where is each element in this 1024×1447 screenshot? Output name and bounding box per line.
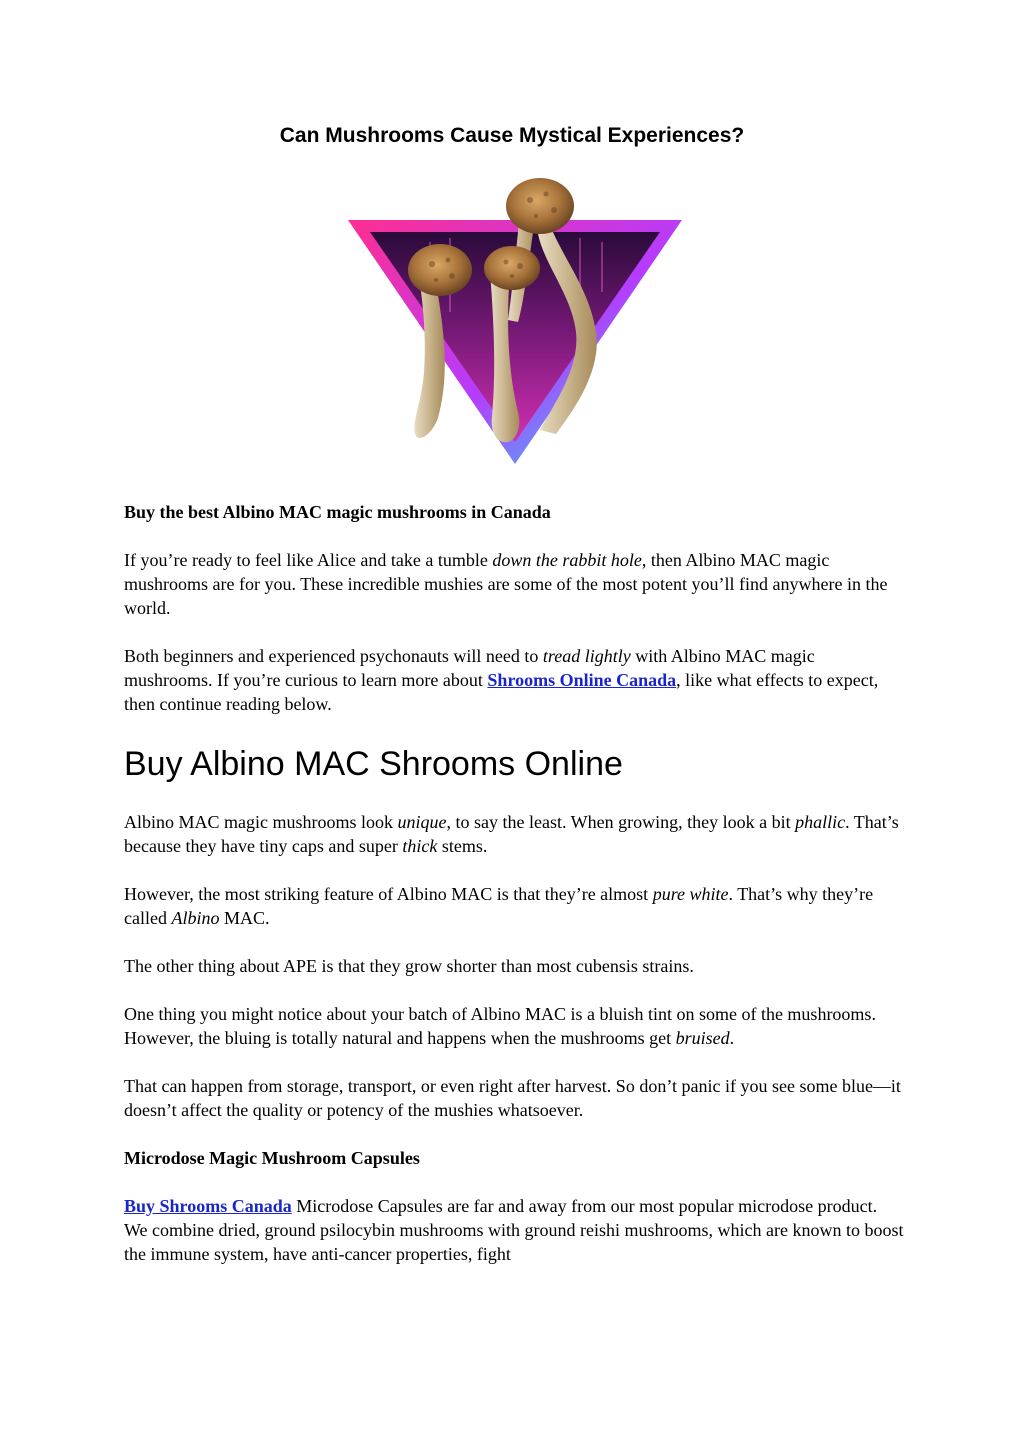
paragraph: Buy Shrooms Canada Microdose Capsules are far and away from our most popular microdose product. We combine dried, ground psilocybin mushrooms with ground reishi mushrooms, which are known to boost the immune system, have anti-cancer properties, fight [124,1196,904,1264]
article-body [124,500,904,1290]
section-subheading: Buy the best Albino MAC magic mushrooms in Canada [124,502,551,522]
mushroom-cap-left [408,244,472,296]
mushroom-cap-middle [484,246,540,290]
paragraph: That can happen from storage, transport, or even right after harvest. So don’t panic if you see some blue—it doesn’t affect the quality or potency of the mushies whatsoever. [124,1076,901,1120]
mushroom-hero-image [340,172,685,472]
section-subheading: Microdose Magic Mushroom Capsules [124,1148,420,1168]
paragraph: One thing you might notice about your batch of Albino MAC is a bluish tint on some of the mushrooms. However, the bluing is totally natural and happens when the mushrooms get bruised. [124,1004,876,1048]
paragraph: Albino MAC magic mushrooms look unique, to say the least. When growing, they look a bit phallic. That’s because they have tiny caps and super thick stems. [124,812,899,856]
paragraph: However, the most striking feature of Albino MAC is that they’re almost pure white. That’s why they’re called Albino MAC. [124,884,874,928]
buy-shrooms-canada-link[interactable]: Buy Shrooms Canada [124,1196,292,1216]
paragraph: Both beginners and experienced psychonauts will need to tread lightly with Albino MAC magic mushrooms. If you’re curious to learn more about Shrooms Online Canada, like what effects to expect, then continue reading below. [124,646,879,714]
paragraph: If you’re ready to feel like Alice and take a tumble down the rabbit hole, then Albino MAC magic mushrooms are for you. These incredible mushies are some of the most potent you’ll find anywhere in the world. [124,550,888,618]
page-title: Can Mushrooms Cause Mystical Experiences? [279,124,745,147]
paragraph: The other thing about APE is that they grow shorter than most cubensis strains. [124,956,694,976]
shrooms-online-canada-link[interactable]: Shrooms Online Canada [487,670,677,690]
mushroom-cap-top [506,178,574,234]
section-heading: Buy Albino MAC Shrooms Online [124,745,623,783]
